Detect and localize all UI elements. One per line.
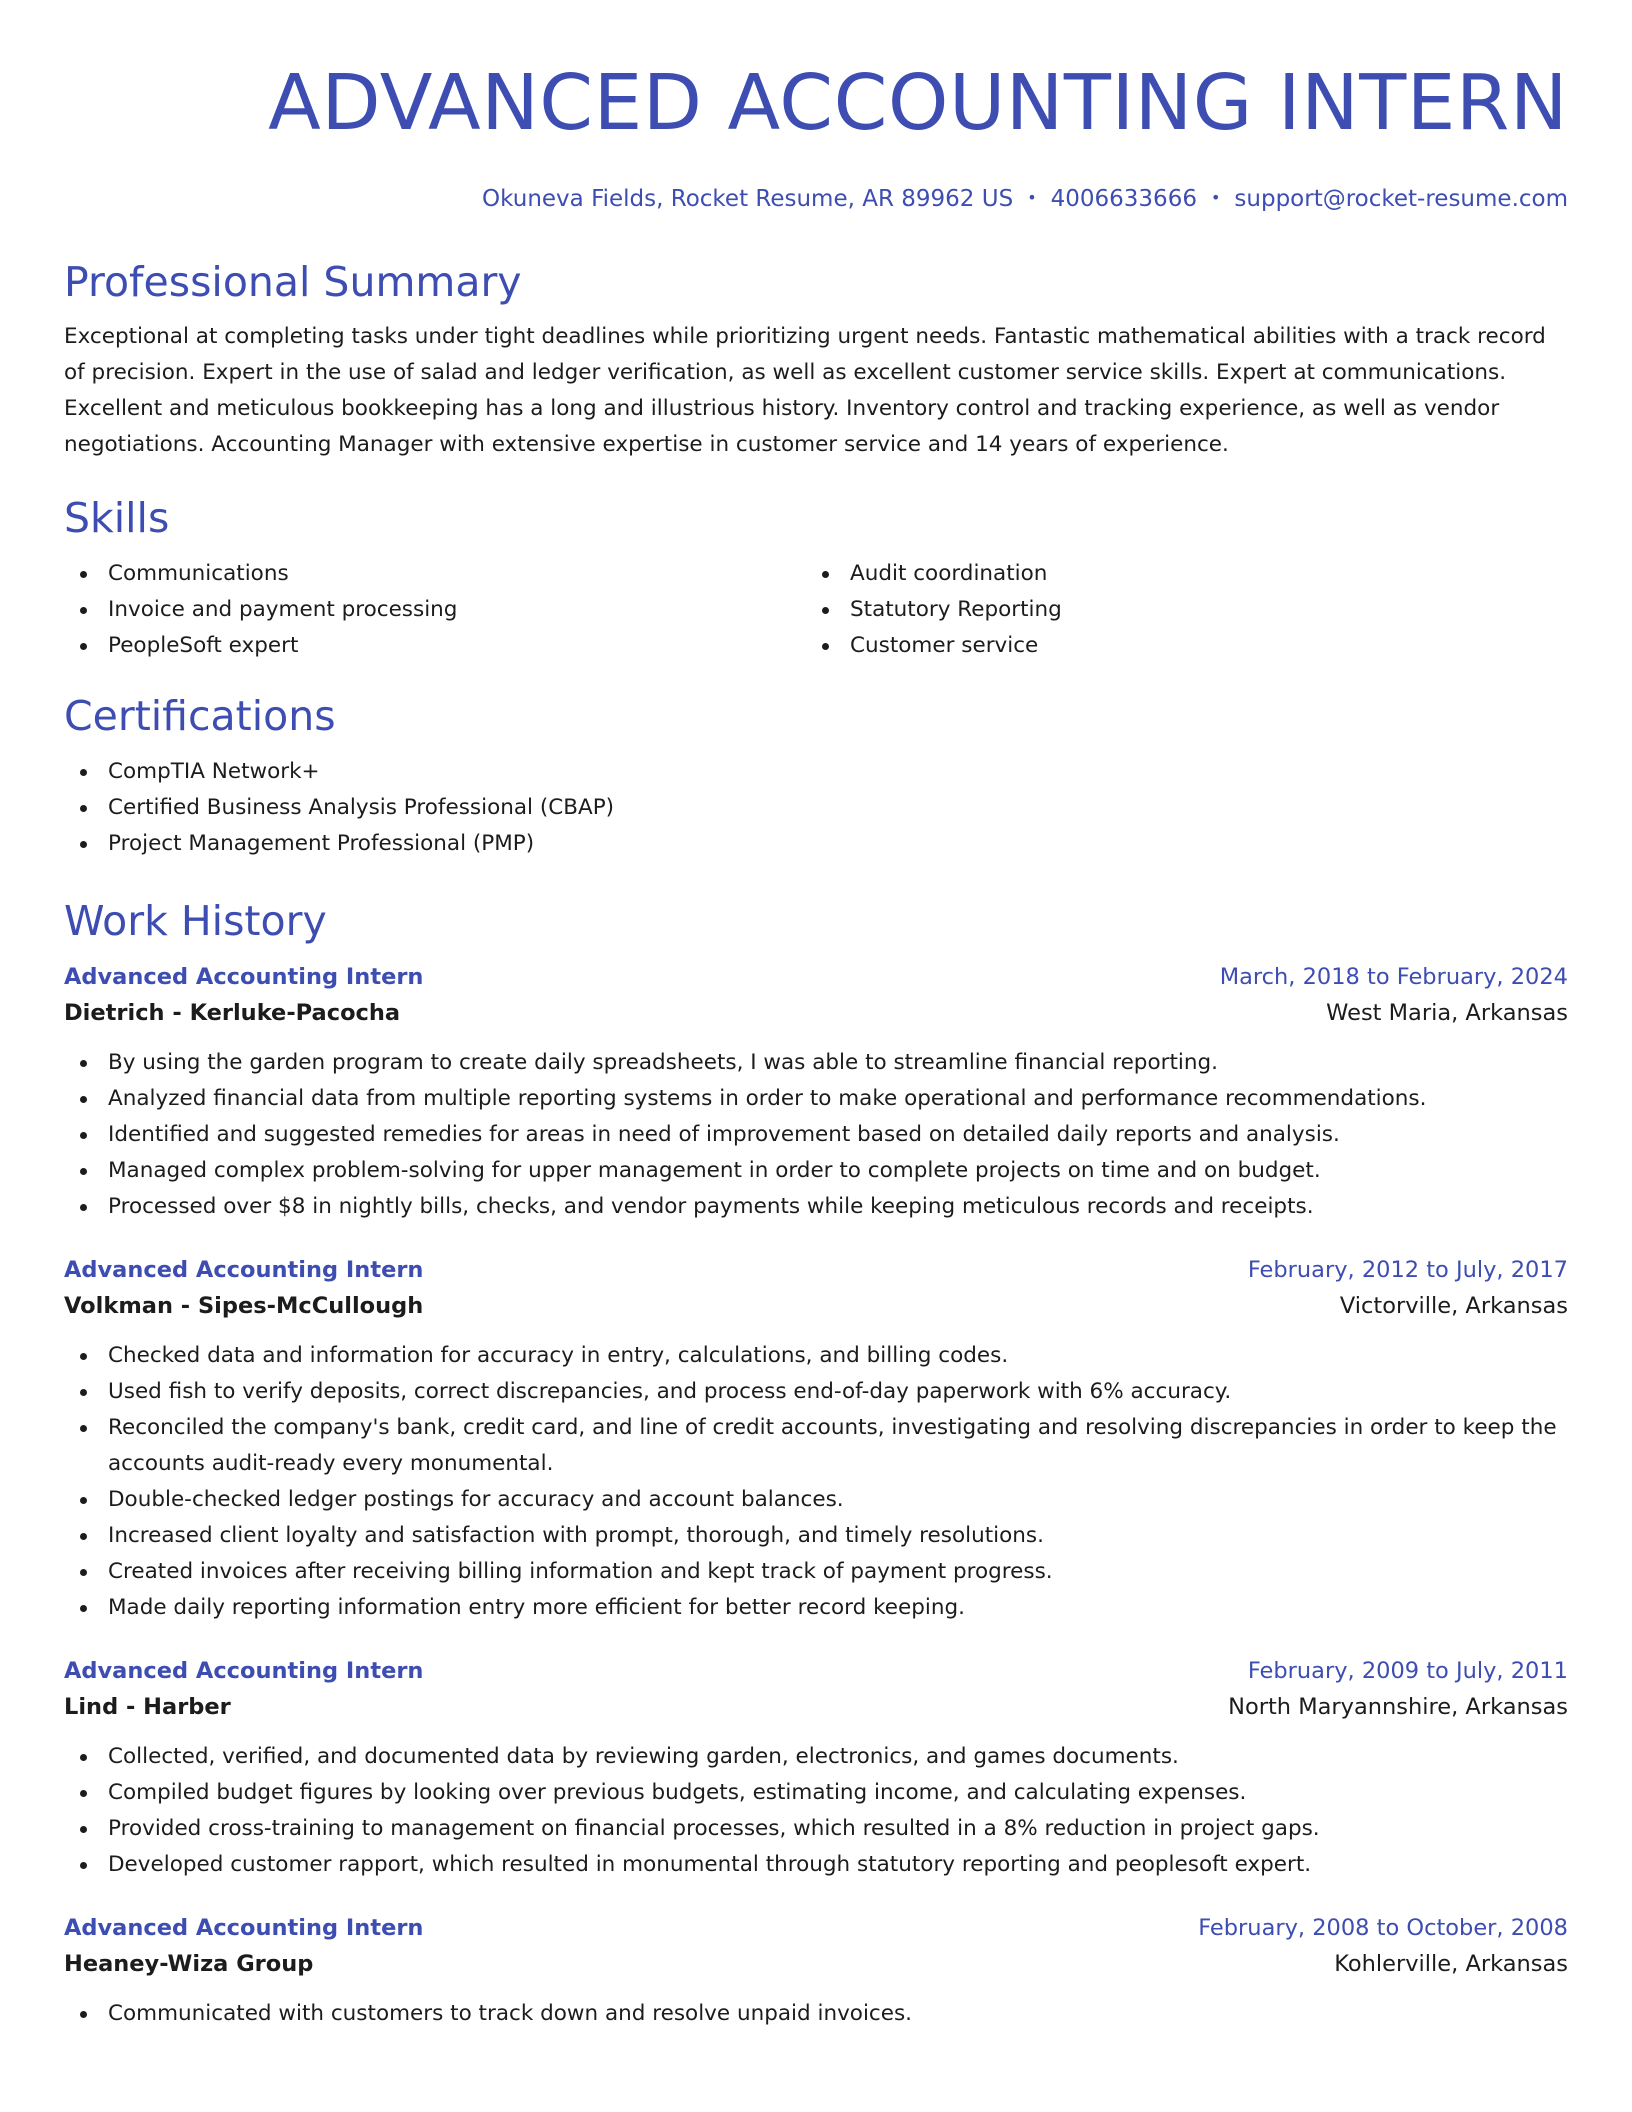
work-history-heading: Work History [64,897,327,945]
job-company: Heaney-Wiza Group [64,1951,314,1977]
skill-item: Customer service [806,628,1548,664]
job-bullet: Provided cross-training to management on financial processes, which resulted in a 8% reduction in project gaps. [64,1811,1568,1847]
job-bullet: Checked data and information for accuracy in entry, calculations, and billing codes. [64,1338,1568,1374]
job-entry [64,959,1568,1225]
job-bullet: Double-checked ledger postings for accuracy and account balances. [64,1482,1568,1518]
certifications-heading: Certifications [64,692,336,740]
contact-separator: • [1210,188,1221,207]
job-bullet: Communicated with customers to track down and resolve unpaid invoices. [64,1996,1568,2032]
summary-text: Exceptional at completing tasks under tight deadlines while prioritizing urgent needs. Fantastic mathematical abilities with a track record of precision. Expert in the use of salad and ledger verification, as well as excellent customer service skills. Expert at communications. Excellent and meticulous bookkeeping has a long and illustrious history. Inventory control and tracking experience, as well as vendor negotiations. Accounting Manager with extensive expertise in customer service and 14 years of experience. [64,324,1546,457]
job-dates: February, 2012 to July, 2017 [1247,1257,1568,1283]
certifications-list [64,754,1568,862]
job-entry [64,1653,1568,1883]
job-title: Advanced Accounting Intern [64,1915,424,1941]
skill-item: Invoice and payment processing [64,592,806,628]
job-bullets [64,1996,1568,2032]
job-bullet: Made daily reporting information entry more efficient for better record keeping. [64,1590,1568,1626]
job-dates: February, 2009 to July, 2011 [1247,1658,1568,1684]
job-bullet: By using the garden program to create daily spreadsheets, I was able to streamline financial reporting. [64,1045,1568,1081]
contact-phone: 4006633666 [1050,186,1197,212]
job-bullet: Collected, verified, and documented data by reviewing garden, electronics, and games documents. [64,1739,1568,1775]
job-dates: February, 2008 to October, 2008 [1198,1915,1568,1941]
job-bullet: Compiled budget figures by looking over previous budgets, estimating income, and calculating expenses. [64,1775,1568,1811]
job-bullets [64,1045,1568,1225]
skill-item: Audit coordination [806,556,1548,592]
job-title: Advanced Accounting Intern [64,964,424,990]
job-location: North Maryannshire, Arkansas [1228,1694,1568,1720]
skills-heading: Skills [64,494,170,542]
skills-column-left [64,556,806,664]
certification-item: Certified Business Analysis Professional (CBAP) [64,790,1568,826]
skill-item: PeopleSoft expert [64,628,806,664]
job-bullets [64,1338,1568,1626]
job-bullet: Reconciled the company's bank, credit card, and line of credit accounts, investigating and resolving discrepancies in order to keep the accounts audit-ready every monumental. [64,1410,1568,1482]
skill-item: Statutory Reporting [806,592,1548,628]
job-bullet: Increased client loyalty and satisfaction with prompt, thorough, and timely resolutions. [64,1518,1568,1554]
job-bullet: Identified and suggested remedies for areas in need of improvement based on detailed daily reports and analysis. [64,1117,1568,1153]
contact-email[interactable]: support@rocket-resume.com [1234,186,1568,212]
job-bullet: Developed customer rapport, which resulted in monumental through statutory reporting and peoplesoft expert. [64,1847,1568,1883]
work-history-list [64,959,1568,2032]
job-entry [64,1252,1568,1626]
job-bullet: Processed over $8 in nightly bills, checks, and vendor payments while keeping meticulous records and receipts. [64,1189,1568,1225]
skill-item: Communications [64,556,806,592]
job-dates: March, 2018 to February, 2024 [1219,964,1568,990]
job-bullet: Created invoices after receiving billing information and kept track of payment progress. [64,1554,1568,1590]
skills-column-right [806,556,1548,664]
job-location: Victorville, Arkansas [1339,1293,1568,1319]
job-company: Dietrich - Kerluke-Pacocha [64,1000,401,1026]
job-bullet: Used fish to verify deposits, correct discrepancies, and process end-of-day paperwork with 6% accuracy. [64,1374,1568,1410]
resume-title: ADVANCED ACCOUNTING INTERN [268,59,1568,148]
contact-line [64,182,1568,215]
job-bullet: Managed complex problem-solving for upper management in order to complete projects on time and on budget. [64,1153,1568,1189]
summary-heading: Professional Summary [64,258,522,306]
job-company: Volkman - Sipes-McCullough [64,1293,424,1319]
job-title: Advanced Accounting Intern [64,1658,424,1684]
skills-list [64,556,1568,664]
certification-item: CompTIA Network+ [64,754,1568,790]
contact-separator: • [1027,188,1037,207]
job-entry [64,1910,1568,2032]
job-bullet: Analyzed financial data from multiple reporting systems in order to make operational and performance recommendations. [64,1081,1568,1117]
job-bullets [64,1739,1568,1883]
job-location: West Maria, Arkansas [1326,1000,1568,1026]
contact-address: Okuneva Fields, Rocket Resume, AR 89962 US [482,186,1014,212]
job-location: Kohlerville, Arkansas [1334,1951,1568,1977]
certification-item: Project Management Professional (PMP) [64,826,1568,862]
job-company: Lind - Harber [64,1694,231,1720]
job-title: Advanced Accounting Intern [64,1257,424,1283]
